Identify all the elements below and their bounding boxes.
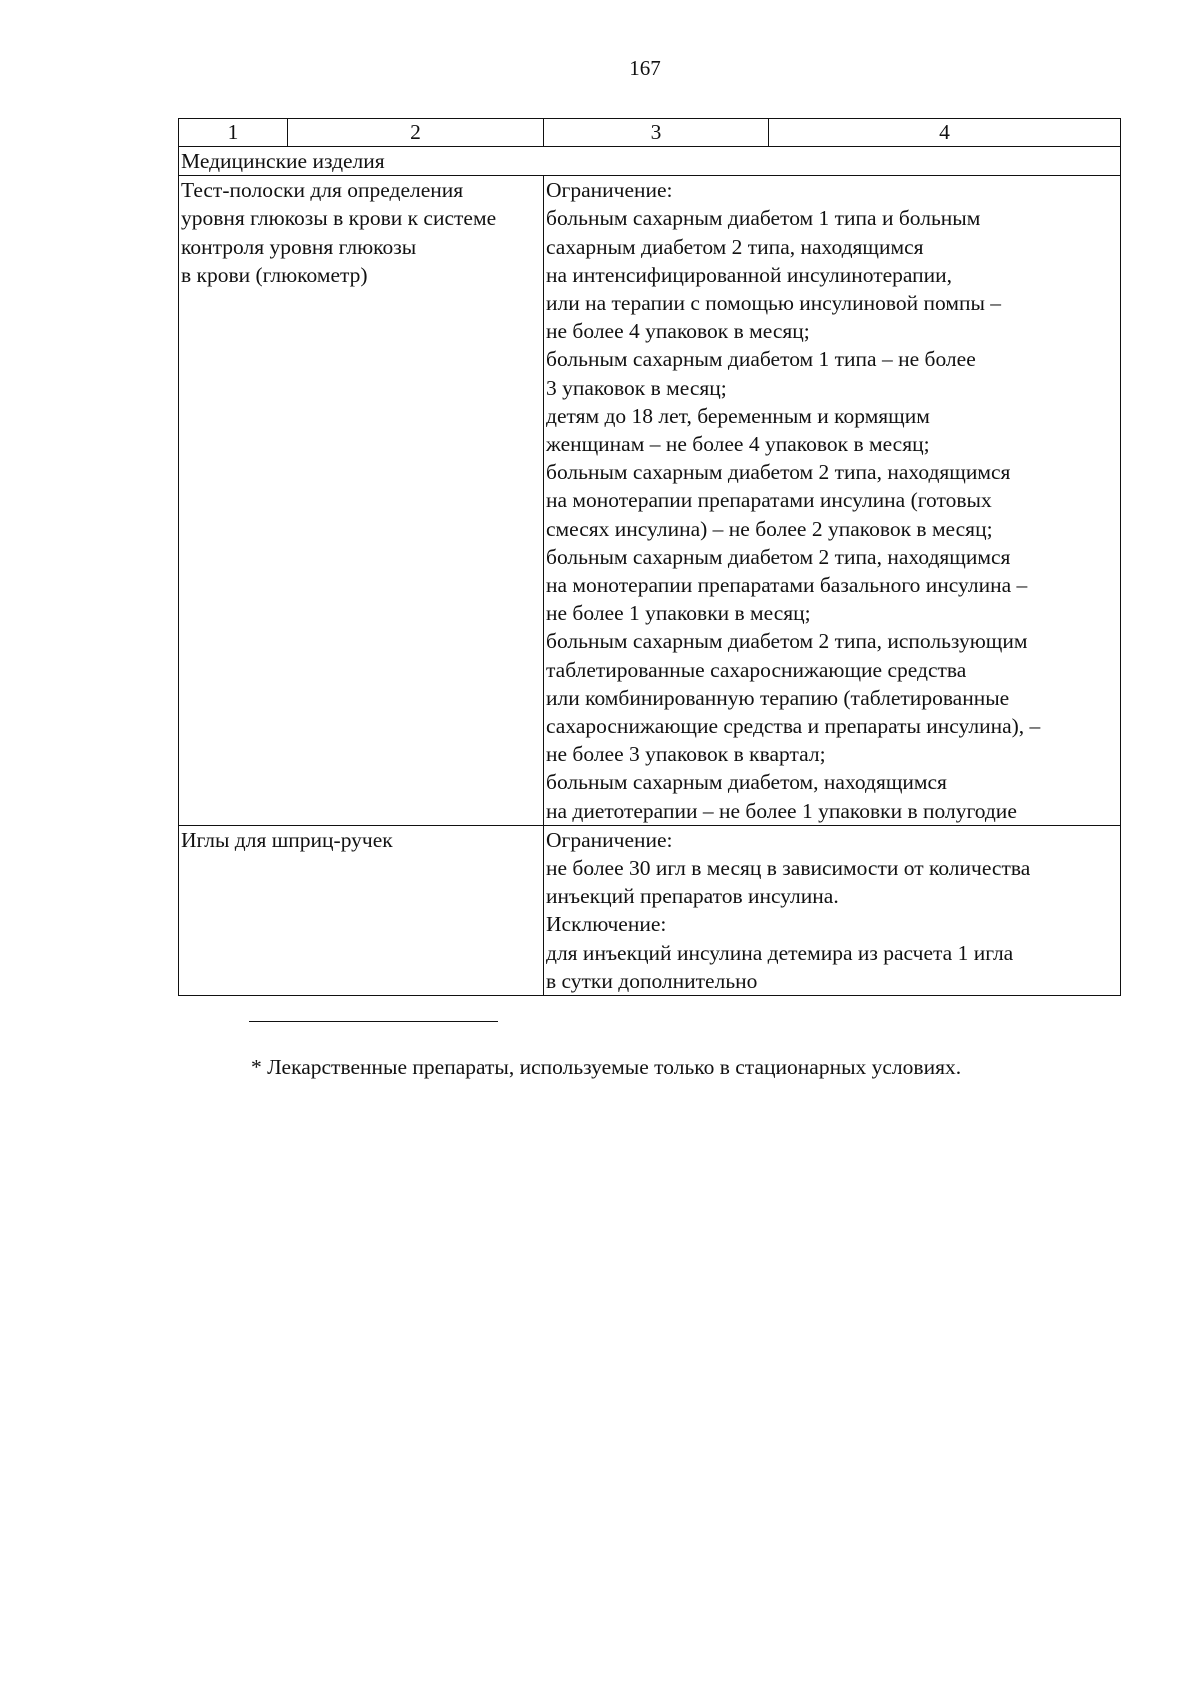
device-name-lines bbox=[181, 826, 541, 854]
restriction-line: не более 4 упаковок в месяц; bbox=[546, 319, 810, 344]
restriction-line: таблетированные сахароснижающие средства bbox=[546, 657, 967, 682]
device-name-line: уровня глюкозы в крови к системе bbox=[181, 206, 497, 231]
medical-devices-table bbox=[178, 118, 1121, 996]
column-number-2: 2 bbox=[288, 119, 544, 147]
footnote: * Лекарственные препараты, используемые только в стационарных условиях. bbox=[251, 1055, 962, 1079]
restriction-cell bbox=[544, 176, 1121, 826]
restriction-line: или на терапии с помощью инсулиновой помпы – bbox=[546, 291, 1002, 316]
restriction-line: больным сахарным диабетом 1 типа – не более bbox=[546, 347, 976, 372]
restriction-line: Ограничение: bbox=[546, 827, 673, 852]
device-name-lines bbox=[181, 176, 541, 289]
table-row bbox=[179, 176, 1121, 826]
table-row bbox=[179, 825, 1121, 995]
restriction-line: для инъекций инсулина детемира из расчета 1 игла bbox=[546, 940, 1014, 965]
restriction-line: больным сахарным диабетом 2 типа, находящимся bbox=[546, 544, 1011, 569]
restriction-line: не более 3 упаковок в квартал; bbox=[546, 742, 826, 767]
restriction-line: женщинам – не более 4 упаковок в месяц; bbox=[546, 432, 930, 457]
device-name-line: Тест-полоски для определения bbox=[181, 178, 464, 203]
restriction-line: не более 1 упаковки в месяц; bbox=[546, 601, 811, 626]
restriction-line: инъекций препаратов инсулина. bbox=[546, 884, 839, 909]
column-number-1: 1 bbox=[179, 119, 288, 147]
section-heading-row bbox=[179, 147, 1121, 176]
restriction-line: сахароснижающие средства и препараты инсулина), – bbox=[546, 714, 1041, 739]
restriction-line: на монотерапии препаратами инсулина (готовых bbox=[546, 488, 992, 513]
restriction-line: смесях инсулина) – не более 2 упаковок в месяц; bbox=[546, 516, 993, 541]
restriction-line: Исключение: bbox=[546, 912, 667, 937]
page-number: 167 bbox=[629, 56, 661, 80]
restriction-line: детям до 18 лет, беременным и кормящим bbox=[546, 403, 930, 428]
restriction-cell bbox=[544, 825, 1121, 995]
device-name-line: контроля уровня глюкозы bbox=[181, 234, 417, 259]
device-name-cell bbox=[179, 825, 544, 995]
device-name-line: Иглы для шприц-ручек bbox=[181, 827, 393, 852]
restriction-line: в сутки дополнительно bbox=[546, 968, 758, 993]
restriction-line: не более 30 игл в месяц в зависимости от количества bbox=[546, 856, 1031, 881]
device-name-line: в крови (глюкометр) bbox=[181, 262, 368, 287]
column-number-row bbox=[179, 119, 1121, 147]
restriction-line: сахарным диабетом 2 типа, находящимся bbox=[546, 234, 924, 259]
device-name-cell bbox=[179, 176, 544, 826]
restriction-line: или комбинированную терапию (таблетированные bbox=[546, 685, 1010, 710]
restriction-lines bbox=[546, 176, 1118, 825]
restriction-line: Ограничение: bbox=[546, 178, 673, 203]
restriction-line: больным сахарным диабетом, находящимся bbox=[546, 770, 947, 795]
restriction-line: на диетотерапии – не более 1 упаковки в полугодие bbox=[546, 798, 1017, 823]
restriction-line: больным сахарным диабетом 2 типа, использующим bbox=[546, 629, 1028, 654]
footnote-separator bbox=[249, 1021, 498, 1022]
restriction-line: на монотерапии препаратами базального инсулина – bbox=[546, 573, 1028, 598]
section-heading: Медицинские изделия bbox=[179, 147, 1121, 176]
restriction-line: на интенсифицированной инсулинотерапии, bbox=[546, 262, 953, 287]
column-number-4: 4 bbox=[769, 119, 1121, 147]
restriction-line: 3 упаковок в месяц; bbox=[546, 375, 727, 400]
restriction-lines bbox=[546, 826, 1118, 995]
restriction-line: больным сахарным диабетом 2 типа, находящимся bbox=[546, 460, 1011, 485]
restriction-line: больным сахарным диабетом 1 типа и больным bbox=[546, 206, 981, 231]
column-number-3: 3 bbox=[544, 119, 769, 147]
